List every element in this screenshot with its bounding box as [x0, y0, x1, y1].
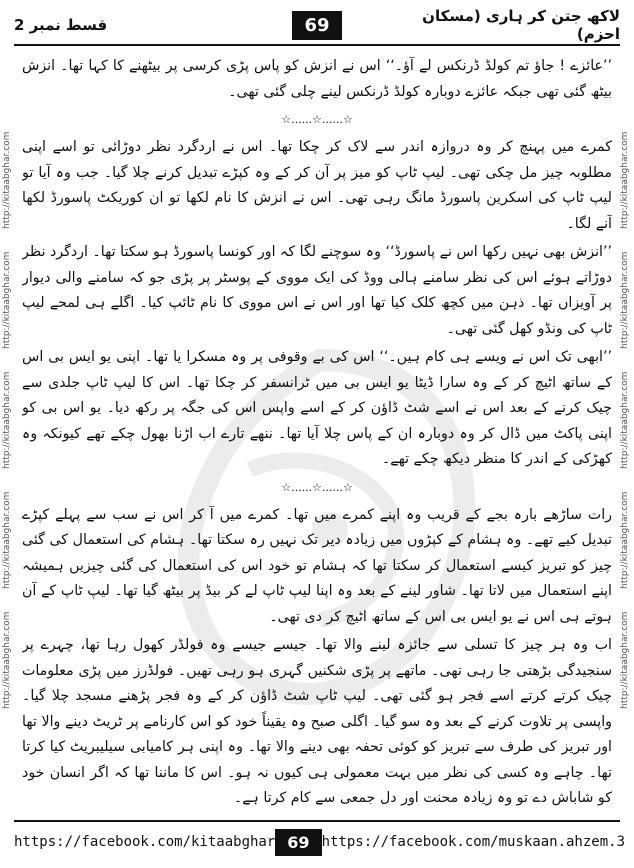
side-link: http://kitaabghar.com: [620, 251, 630, 349]
paragraph: اب وہ ہر چیز کا تسلی سے جائزہ لینے والا تھا۔ جیسے جیسے وہ فولڈر کھول رہا تھا، چہرے پر سنجیدگی بڑھتی جا رہی تھی۔ ماتھے پر پڑی شکنیں گہری ہو رہی تھیں۔ فولڈرز میں پڑی معلومات چیک کرتے کرتے اسے فجر ہو گئی تھی۔ لیپ ٹاپ شٹ ڈاؤن کر کے وہ فجر پڑھنے مسجد چلا گیا۔ واپسی پر تلاوت کرنے کے بعد وہ سو گیا۔ اگلی صبح وہ یقیناً خود کو اس کارنامے پر ٹریٹ دینے والا تھا اور تبریز کی طرف سے تبریز کو کوئی تحفہ بھی دینے والا تھا۔ وہ اپنی ہر کامیابی سیلیبریٹ کیا کرتا تھا۔ چاہے وہ کسی کی نظر میں بہت معمولی ہی کیوں نہ ہو۔ اس کا ماننا تھا کہ اگر انسان خود کو شاباش دے تو وہ زیادہ محنت اور دل جمعی سے کام کرتا ہے۔: [22, 637, 612, 806]
book-title: لاکھ جتن کر ہاری (مسکان احزم): [422, 7, 620, 43]
side-watermark-right: [620, 120, 632, 720]
side-link: http://kitaabghar.com: [2, 131, 12, 229]
side-link: http://kitaabghar.com: [620, 131, 630, 229]
paragraph: ’’انزش بھی نہیں رکھا اس نے پاسورڈ‘‘ وہ سوچنے لگا کہ اور کونسا پاسورڈ ہو سکتا تھا۔ اردگرد نظر دوڑاتے ہوئے اس کی نظر سامنے ہالی ووڈ کی ایک مووی کے پوسٹر پر پڑی جو کہ سامنے والی دیوار پر آویزاں تھا۔ ذہن میں کچھ کلک کیا تھا اور اس نے اس مووی کا نام ٹائپ کیا۔ اگلے ہی لمحے لیپ ٹاپ کی ونڈو کھل گئی تھی۔: [22, 244, 612, 337]
episode-label: قسط نمبر 2: [14, 16, 108, 34]
header-page-number: 69: [292, 11, 341, 40]
section-separator: ☆......☆......☆: [281, 480, 353, 494]
side-watermark-left: [2, 120, 14, 720]
chapter-body: [22, 54, 612, 816]
side-link: http://kitaabghar.com: [2, 491, 12, 589]
side-link: http://kitaabghar.com: [620, 611, 630, 709]
paragraph: ’’ابھی تک اس نے ویسے ہی کام ہیں۔‘‘ اس کی بے وقوفی پر وہ مسکرا یا تھا۔ اپنی یو ایس بی اس کے ساتھ اٹیچ کر کے وہ سارا ڈیٹا یو ایس بی میں ٹرانسفر کر چکا تھا۔ اس کا لیپ ٹاپ جلدی سے چیک کرنے کے بعد اس نے اسے شٹ ڈاؤن کر کے اسے واپس اس کی جگہ پر رکھ دیا۔ یو اس بی کو اپنی پاکٹ میں ڈال کر وہ دوبارہ ان کے پاس چلا آیا تھا۔ ننھے تارے اب اڑنا بھول چکے تھے کیونکہ وہ کھڑکی کے اندر کا منظر دیکھ چکے تھے۔: [22, 349, 612, 467]
paragraph: کمرے میں پہنچ کر وہ دروازہ اندر سے لاک کر چکا تھا۔ اس نے اردگرد نظر دوڑائی تو اسے اپنی مطلوبہ چیز مل چکی تھی۔ لیپ ٹاپ کو میز پر آن کر کے وہ کپڑے تبدیل کرنے چلا گیا۔ جب وہ آیا تو لیپ ٹاپ کی اسکرین پاسورڈ مانگ رہی تھی۔ اس نے انزش کا نام لکھا تو ان کوریکٹ پاسورڈ لکھا آنے لگا۔: [22, 139, 612, 232]
paragraph: ’’عائزے ! جاؤ تم کولڈ ڈرنکس لے آؤ۔‘‘ اس نے انزش کو پاس پڑی کرسی پر بیٹھنے کا کہا تھا۔ انزش بیٹھ گئی تھی جبکہ عائزے دوبارہ کولڈ ڈرنکس لینے چلی گئی تھی۔: [22, 58, 612, 100]
side-link: http://kitaabghar.com: [2, 251, 12, 349]
footer-page-number: 69: [275, 829, 321, 856]
footer-link-author[interactable]: https://facebook.com/muskaan.ahzem.3: [321, 834, 625, 850]
page-header: [14, 6, 620, 44]
side-link: http://kitaabghar.com: [2, 371, 12, 469]
side-link: http://kitaabghar.com: [2, 611, 12, 709]
footer-divider: [14, 820, 620, 822]
header-divider: [14, 44, 620, 46]
side-link: http://kitaabghar.com: [620, 491, 630, 589]
section-separator: ☆......☆......☆: [281, 113, 353, 126]
footer-link-kitaabghar[interactable]: https://facebook.com/kitaabghar: [14, 834, 276, 850]
page-footer: [14, 826, 625, 858]
paragraph: رات ساڑھے بارہ بجے کے قریب وہ اپنے کمرے میں تھا۔ کمرے میں آ کر اس نے سب سے پہلے کپڑے تبدیل کیے تھے۔ وہ ہشام کے کپڑوں میں زیادہ دیر تک نہیں رہ سکتا تھا۔ ہشام کی استعمال کی گئی چیز کو تبریز کیسے استعمال کر سکتا تھا کہ ہشام تو خود اس کی استعمال کی گئی چیزیں ہمیشہ اپنے استعمال میں لاتا تھا۔ شاور لینے کے بعد وہ اپنا لیپ ٹاپ لے کر بیڈ پر بیٹھ گیا تھا۔ لیپ ٹاپ کے آن ہوتے ہی اس نے یو ایس بی اس کے ساتھ اٹیچ کر دی تھی۔: [22, 506, 612, 625]
side-link: http://kitaabghar.com: [620, 371, 630, 469]
